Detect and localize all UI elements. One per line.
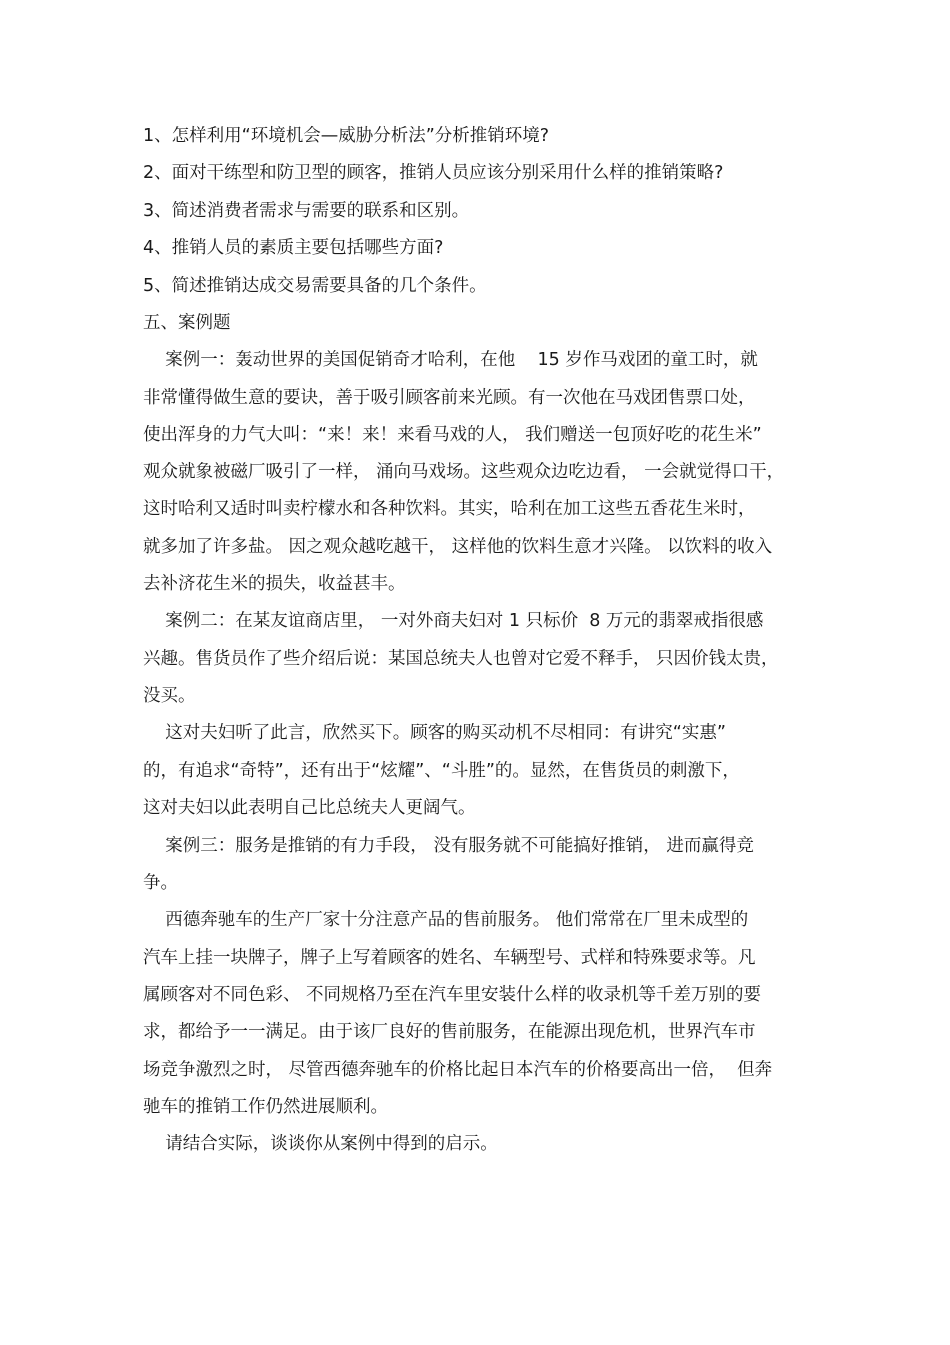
paragraph-line: 属顾客对不同色彩、 不同规格乃至在汽车里安装什么样的收录机等千差万别的要 xyxy=(143,985,762,1005)
paragraph-line: 观众就象被磁厂吸引了一样， 涌向马戏场。这些观众边吃边看， 一会就觉得口干， xyxy=(143,462,785,482)
paragraph-line: 的，有追求“奇特”，还有出于“炫耀”、“斗胜”的。显然，在售货员的刺激下， xyxy=(143,761,740,781)
question-5: 5、简述推销达成交易需要具备的几个条件。 xyxy=(143,276,487,296)
question-1: 1、怎样利用“环境机会—威胁分析法”分析推销环境? xyxy=(143,126,550,146)
paragraph-line: 案例二：在某友谊商店里， 一对外商夫妇对 1 只标价 8 万元的翡翠戒指很感 xyxy=(143,611,764,631)
paragraph-line: 驰车的推销工作仍然进展顺利。 xyxy=(143,1097,388,1117)
paragraph-line: 求，都给予一一满足。由于该厂良好的售前服务，在能源出现危机，世界汽车市 xyxy=(143,1022,756,1042)
paragraph-line: 去补济花生米的损失，收益甚丰。 xyxy=(143,574,406,594)
section-heading: 五、案例题 xyxy=(143,313,231,333)
paragraph-line: 场竞争激烈之时， 尽管西德奔驰车的价格比起日本汽车的价格要高出一倍， 但奔 xyxy=(143,1060,773,1080)
paragraph-line: 没买。 xyxy=(143,686,196,706)
paragraph-line: 这对夫妇听了此言，欣然买下。顾客的购买动机不尽相同：有讲究“实惠” xyxy=(143,723,726,743)
closing-prompt: 请结合实际，谈谈你从案例中得到的启示。 xyxy=(143,1134,498,1154)
paragraph-line: 汽车上挂一块牌子，牌子上写着顾客的姓名、车辆型号、式样和特殊要求等。凡 xyxy=(143,948,756,968)
paragraph-line: 案例三：服务是推销的有力手段， 没有服务就不可能搞好推销， 进而赢得竞 xyxy=(143,836,754,856)
paragraph-line: 西德奔驰车的生产厂家十分注意产品的售前服务。 他们常常在厂里未成型的 xyxy=(143,910,749,930)
paragraph-line: 这对夫妇以此表明自己比总统夫人更阔气。 xyxy=(143,798,476,818)
question-4: 4、推销人员的素质主要包括哪些方面? xyxy=(143,238,444,258)
paragraph-line: 兴趣。售货员作了些介绍后说：某国总统夫人也曾对它爱不释手， 只因价钱太贵， xyxy=(143,649,779,669)
question-2: 2、面对干练型和防卫型的顾客，推销人员应该分别采用什么样的推销策略? xyxy=(143,163,724,183)
paragraph-line: 使出浑身的力气大叫：“来！来！来看马戏的人， 我们赠送一包顶好吃的花生米” xyxy=(143,425,762,445)
question-3: 3、简述消费者需求与需要的联系和区别。 xyxy=(143,201,470,221)
paragraph-line: 案例一：轰动世界的美国促销奇才哈利，在他 15 岁作马戏团的童工时，就 xyxy=(143,350,758,370)
paragraph-line: 这时哈利又适时叫卖柠檬水和各种饮料。其实，哈利在加工这些五香花生米时， xyxy=(143,499,756,519)
paragraph-line: 就多加了许多盐。 因之观众越吃越干， 这样他的饮料生意才兴隆。 以饮料的收入 xyxy=(143,537,773,557)
paragraph-line: 非常懂得做生意的要诀，善于吸引顾客前来光顾。有一次他在马戏团售票口处， xyxy=(143,388,756,408)
paragraph-line: 争。 xyxy=(143,873,178,893)
